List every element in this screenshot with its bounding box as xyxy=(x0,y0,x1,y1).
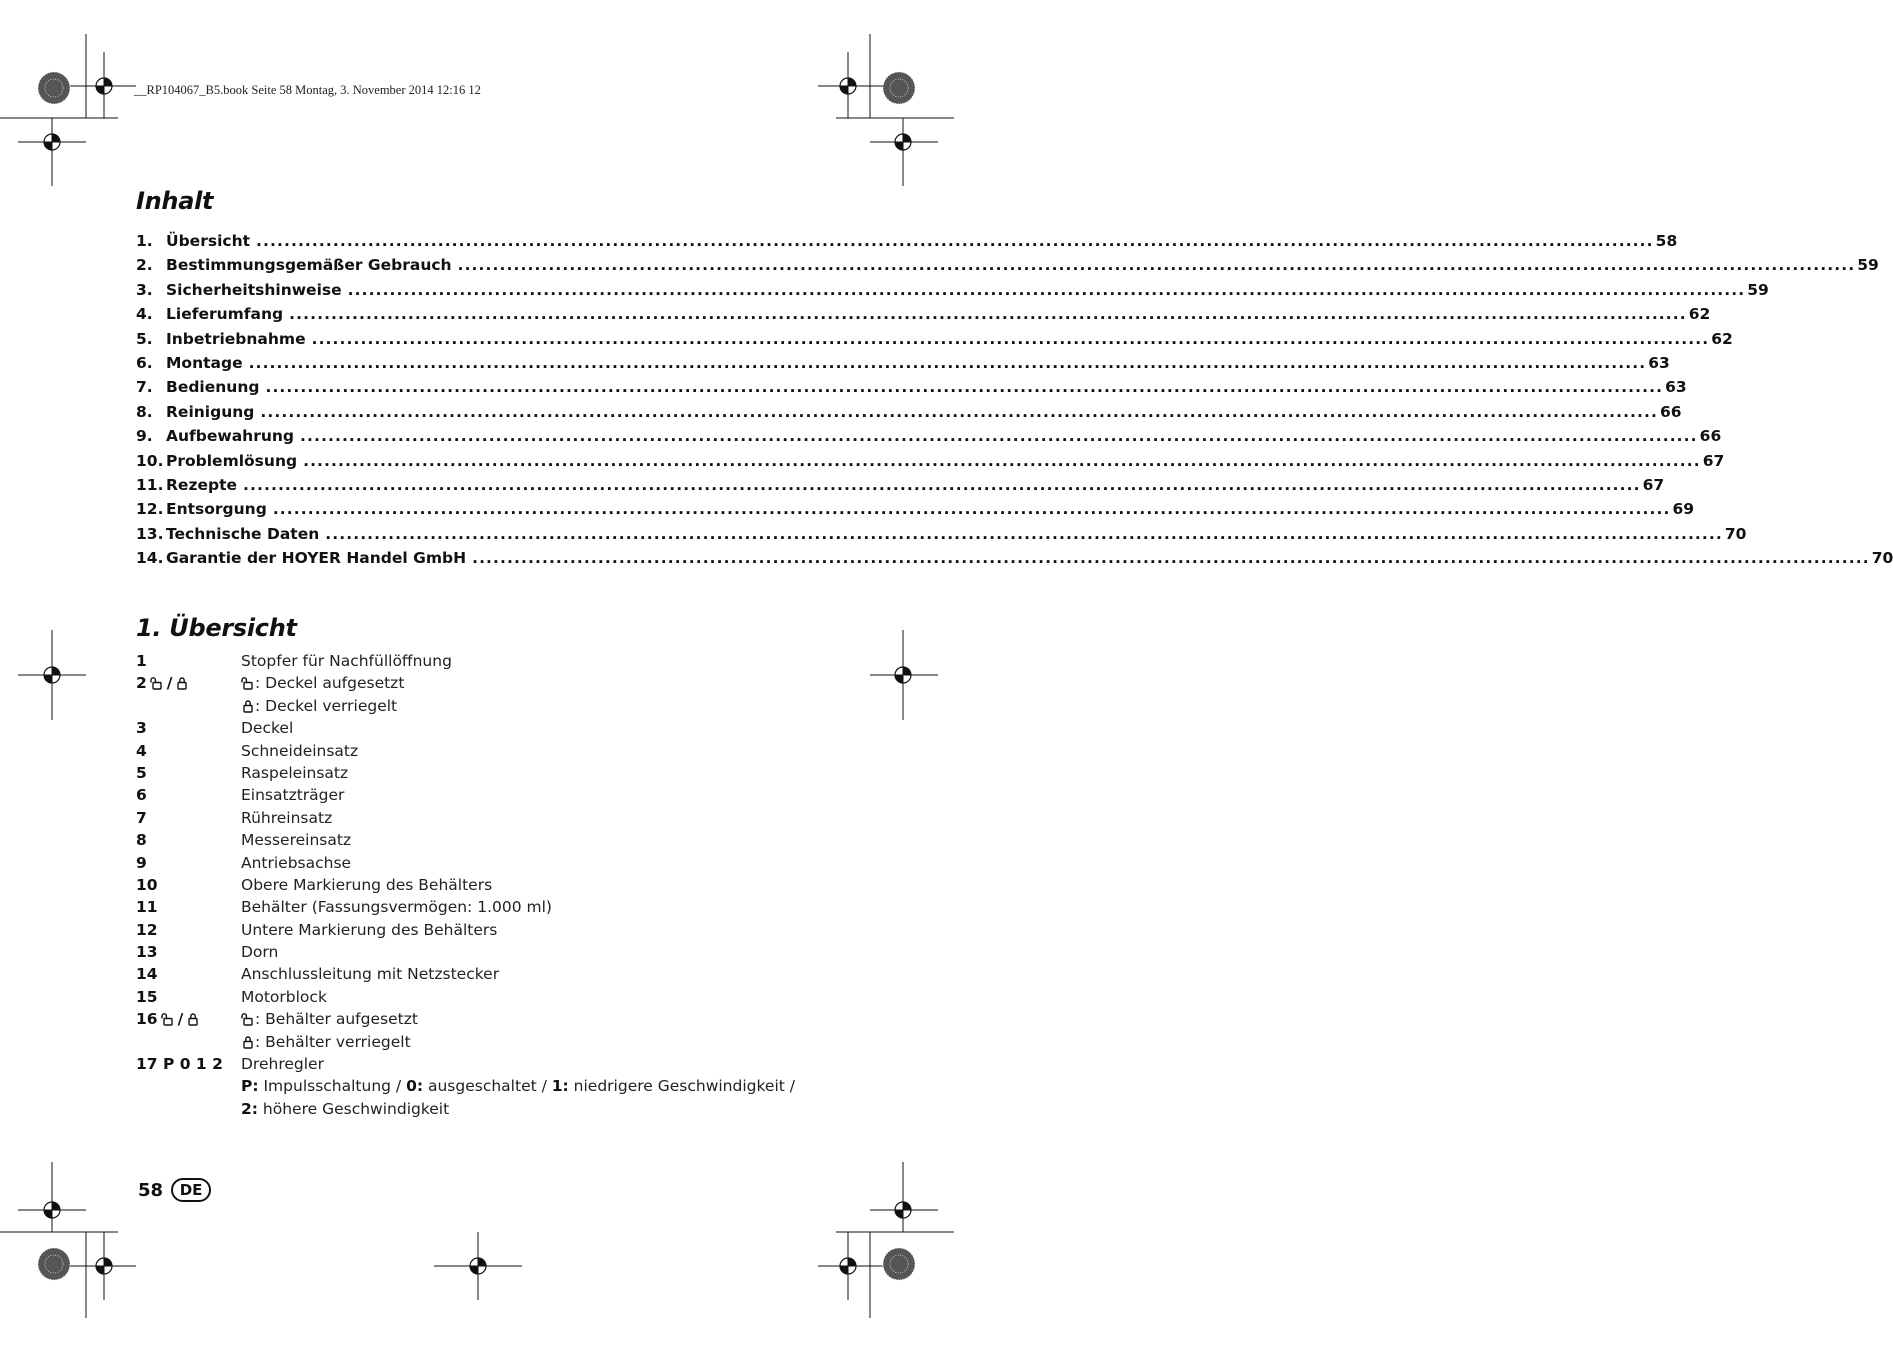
toc-leader-dots: ........................................................................................................................................................................................................ xyxy=(256,232,1654,250)
toc-entry-page: 66 xyxy=(1699,427,1722,446)
legend-setting-text: ausgeschaltet / xyxy=(423,1077,552,1096)
legend-item-description: Behälter (Fassungsvermögen: 1.000 ml) xyxy=(241,898,552,917)
legend-item xyxy=(136,719,796,741)
toc-leader-dots: ........................................................................................................................................................................................................ xyxy=(272,500,1671,519)
toc-entry-page: 67 xyxy=(1642,475,1665,494)
toc-entry-page: 59 xyxy=(1747,280,1769,299)
toc-entry-number: 6. xyxy=(136,353,153,372)
legend-line-text: : Behälter aufgesetzt xyxy=(255,1010,418,1029)
toc-leader-dots: ........................................................................................................................................................................................................ xyxy=(347,280,1746,299)
legend-lock-separator: / xyxy=(177,1010,184,1029)
legend-line-text: : Deckel aufgesetzt xyxy=(255,674,405,693)
toc-entry-title: Montage xyxy=(166,353,243,372)
legend-item xyxy=(136,809,796,831)
legend-item-description: Stopfer für Nachfüllöffnung xyxy=(241,652,452,670)
legend-item xyxy=(136,988,796,1010)
legend-item-number xyxy=(136,921,241,939)
table-of-contents xyxy=(136,232,1893,573)
toc-leader-dots: ........................................................................................................................................................................................................ xyxy=(243,475,1641,494)
toc-leader-dots: ........................................................................................................................................................................................................ xyxy=(303,451,1701,470)
legend-setting-text: Impulsschaltung / xyxy=(258,1077,407,1096)
legend-setting-text: höhere Geschwindigkeit xyxy=(257,1099,450,1118)
page-number: 58 xyxy=(138,1179,164,1201)
toc-heading: Inhalt xyxy=(136,187,214,215)
toc-entry-number: 7. xyxy=(136,378,153,397)
lock-open-icon xyxy=(241,1012,255,1026)
toc-entry xyxy=(136,256,1879,280)
toc-entry xyxy=(136,549,1893,573)
legend-item-number xyxy=(136,965,241,983)
legend-item-description: Obere Markierung des Behälters xyxy=(241,875,493,894)
legend-item-description: Messereinsatz xyxy=(241,831,352,850)
legend-number-text: 7 xyxy=(136,808,147,827)
legend-item xyxy=(136,652,796,674)
legend-number-text: 12 xyxy=(136,920,158,939)
legend-item-description: Einsatzträger xyxy=(241,786,345,805)
parts-legend xyxy=(136,652,796,1122)
toc-entry xyxy=(136,524,1747,549)
toc-entry-number: 5. xyxy=(136,329,153,348)
legend-item xyxy=(136,786,796,808)
legend-setting-text: niedrigere Geschwindigkeit / xyxy=(568,1077,795,1096)
legend-item-description: Motorblock xyxy=(241,987,327,1006)
legend-item-description: Rühreinsatz xyxy=(241,808,333,827)
toc-entry xyxy=(136,475,1665,500)
legend-item xyxy=(136,876,796,898)
toc-entry-number: 9. xyxy=(136,427,153,446)
legend-number-text: 3 xyxy=(136,719,147,738)
legend-item xyxy=(136,1010,796,1032)
legend-item-description xyxy=(241,1010,796,1028)
legend-number-text: 16 xyxy=(136,1010,158,1029)
print-slug: __RP104067_B5.book Seite 58 Montag, 3. November 2014 12:16 12 xyxy=(134,83,481,97)
legend-item-number xyxy=(136,854,241,872)
lock-open-icon xyxy=(241,676,255,690)
toc-entry-page: 70 xyxy=(1871,549,1893,568)
legend-item-number xyxy=(136,831,241,849)
legend-setting-key: P: xyxy=(241,1077,259,1096)
legend-item-continuation xyxy=(136,1077,796,1099)
toc-entry-title: Aufbewahrung xyxy=(166,427,295,446)
toc-entry-title: Technische Daten xyxy=(166,524,320,543)
legend-item xyxy=(136,764,796,786)
toc-entry xyxy=(136,232,1678,256)
toc-entry xyxy=(136,280,1769,305)
toc-entry xyxy=(136,451,1725,476)
lock-closed-icon xyxy=(186,1012,200,1026)
toc-entry-page: 70 xyxy=(1724,524,1747,543)
page-footer xyxy=(138,1178,211,1202)
legend-item-description: Raspeleinsatz xyxy=(241,763,349,782)
legend-item-description: Untere Markierung des Behälters xyxy=(241,920,498,939)
toc-entry-page: 63 xyxy=(1648,353,1670,372)
legend-lock-separator: / xyxy=(166,674,173,693)
toc-leader-dots: ........................................................................................................................................................................................................ xyxy=(472,549,1870,568)
legend-number-text: 11 xyxy=(136,898,158,917)
legend-item-number xyxy=(136,674,241,692)
legend-item-number xyxy=(136,809,241,827)
legend-setting-key: 0: xyxy=(406,1077,424,1096)
toc-entry-number: 12. xyxy=(136,500,164,519)
legend-item-number xyxy=(136,1055,241,1073)
legend-number-text: 10 xyxy=(136,875,158,894)
legend-number-text: 9 xyxy=(136,853,147,872)
legend-item-description: Anschlussleitung mit Netzstecker xyxy=(241,965,500,984)
legend-item xyxy=(136,1055,796,1077)
legend-item-description xyxy=(241,1033,796,1051)
legend-item-number xyxy=(136,943,241,961)
toc-entry-title: Entsorgung xyxy=(166,500,267,519)
legend-item-description: Dorn xyxy=(241,943,279,962)
legend-setting-key: 2: xyxy=(241,1099,258,1118)
legend-item xyxy=(136,854,796,876)
toc-entry-title: Sicherheitshinweise xyxy=(166,280,342,299)
legend-item-number xyxy=(136,898,241,916)
toc-entry-title: Inbetriebnahme xyxy=(166,329,306,348)
toc-entry xyxy=(136,329,1733,354)
legend-item xyxy=(136,831,796,853)
legend-number-text: 2 xyxy=(136,674,147,693)
legend-item-number xyxy=(136,786,241,804)
legend-item xyxy=(136,742,796,764)
language-badge: DE xyxy=(171,1178,211,1202)
toc-entry-number: 10. xyxy=(136,451,164,470)
toc-entry-number: 2. xyxy=(136,256,153,275)
lock-open-icon xyxy=(161,1012,175,1026)
lock-closed-icon xyxy=(241,1035,255,1049)
toc-entry-number: 3. xyxy=(136,280,153,299)
toc-entry xyxy=(136,305,1711,329)
legend-item-number xyxy=(136,652,241,670)
legend-number-text: 14 xyxy=(136,965,158,984)
legend-number-text: 5 xyxy=(136,763,147,782)
legend-setting-key: 1: xyxy=(551,1077,569,1096)
toc-entry-page: 67 xyxy=(1702,451,1725,470)
legend-line-text: : Deckel verriegelt xyxy=(255,696,398,715)
toc-entry-number: 11. xyxy=(136,475,164,494)
toc-entry-title: Reinigung xyxy=(166,402,255,421)
legend-number-text: 6 xyxy=(136,786,147,805)
legend-item-description: Antriebsachse xyxy=(241,853,352,872)
toc-entry xyxy=(136,378,1687,402)
toc-leader-dots: ........................................................................................................................................................................................................ xyxy=(248,353,1647,372)
legend-number-text: 4 xyxy=(136,741,147,760)
toc-entry-title: Lieferumfang xyxy=(166,305,284,324)
toc-entry-page: 62 xyxy=(1688,305,1711,324)
legend-item-number xyxy=(136,988,241,1006)
lock-open-icon xyxy=(150,676,164,690)
toc-entry-page: 63 xyxy=(1665,378,1687,397)
toc-entry-page: 69 xyxy=(1672,500,1695,519)
toc-entry-number: 1. xyxy=(136,232,153,250)
toc-leader-dots: ........................................................................................................................................................................................................ xyxy=(289,305,1687,324)
toc-entry-page: 62 xyxy=(1711,329,1733,348)
lock-closed-icon xyxy=(241,699,255,713)
toc-entry-title: Bedienung xyxy=(166,378,260,397)
toc-entry-number: 14. xyxy=(136,549,164,568)
legend-item-description xyxy=(241,697,796,715)
legend-item-description: Drehregler xyxy=(241,1055,324,1074)
toc-leader-dots: ........................................................................................................................................................................................................ xyxy=(325,524,1723,543)
legend-item-description: Deckel xyxy=(241,719,294,738)
section-heading-uebersicht: 1. Übersicht xyxy=(136,614,297,642)
toc-entry xyxy=(136,353,1670,378)
toc-entry xyxy=(136,402,1682,427)
legend-item-number xyxy=(136,719,241,737)
lock-closed-icon xyxy=(175,676,189,690)
legend-item xyxy=(136,921,796,943)
legend-number-text: 15 xyxy=(136,987,158,1006)
toc-entry-number: 13. xyxy=(136,524,164,543)
toc-entry-number: 4. xyxy=(136,305,153,324)
toc-entry xyxy=(136,500,1695,524)
legend-item-number xyxy=(136,1010,241,1028)
toc-entry-page: 58 xyxy=(1655,232,1678,250)
legend-item-description xyxy=(241,1100,796,1118)
legend-item-number xyxy=(136,742,241,760)
toc-leader-dots: ........................................................................................................................................................................................................ xyxy=(311,329,1710,348)
toc-leader-dots: ........................................................................................................................................................................................................ xyxy=(260,402,1659,421)
toc-entry-title: Garantie der HOYER Handel GmbH xyxy=(166,549,467,568)
toc-leader-dots: ........................................................................................................................................................................................................ xyxy=(457,256,1856,275)
legend-item-description: Schneideinsatz xyxy=(241,741,359,760)
legend-number-text: 1 xyxy=(136,652,147,670)
toc-entry-title: Problemlösung xyxy=(166,451,298,470)
legend-number-text: 8 xyxy=(136,831,147,850)
legend-item xyxy=(136,965,796,987)
toc-entry-number: 8. xyxy=(136,402,153,421)
toc-entry-title: Rezepte xyxy=(166,475,237,494)
toc-leader-dots: ........................................................................................................................................................................................................ xyxy=(300,427,1698,446)
legend-item-description xyxy=(241,674,796,692)
legend-item-continuation xyxy=(136,1100,796,1122)
legend-item-description xyxy=(241,1077,796,1095)
legend-item-number xyxy=(136,764,241,782)
legend-number-text: 13 xyxy=(136,943,158,962)
toc-leader-dots: ........................................................................................................................................................................................................ xyxy=(265,378,1664,397)
legend-item xyxy=(136,898,796,920)
legend-item-continuation xyxy=(136,1033,796,1055)
legend-item xyxy=(136,943,796,965)
toc-entry-title: Übersicht xyxy=(166,232,251,250)
legend-line-text: : Behälter verriegelt xyxy=(255,1032,411,1051)
toc-entry-page: 59 xyxy=(1857,256,1879,275)
legend-item-number xyxy=(136,876,241,894)
toc-entry-page: 66 xyxy=(1660,402,1682,421)
legend-item xyxy=(136,674,796,696)
legend-item-continuation xyxy=(136,697,796,719)
legend-number-text: 17 P 0 1 2 xyxy=(136,1055,223,1074)
toc-entry-title: Bestimmungsgemäßer Gebrauch xyxy=(166,256,452,275)
toc-entry xyxy=(136,427,1722,451)
